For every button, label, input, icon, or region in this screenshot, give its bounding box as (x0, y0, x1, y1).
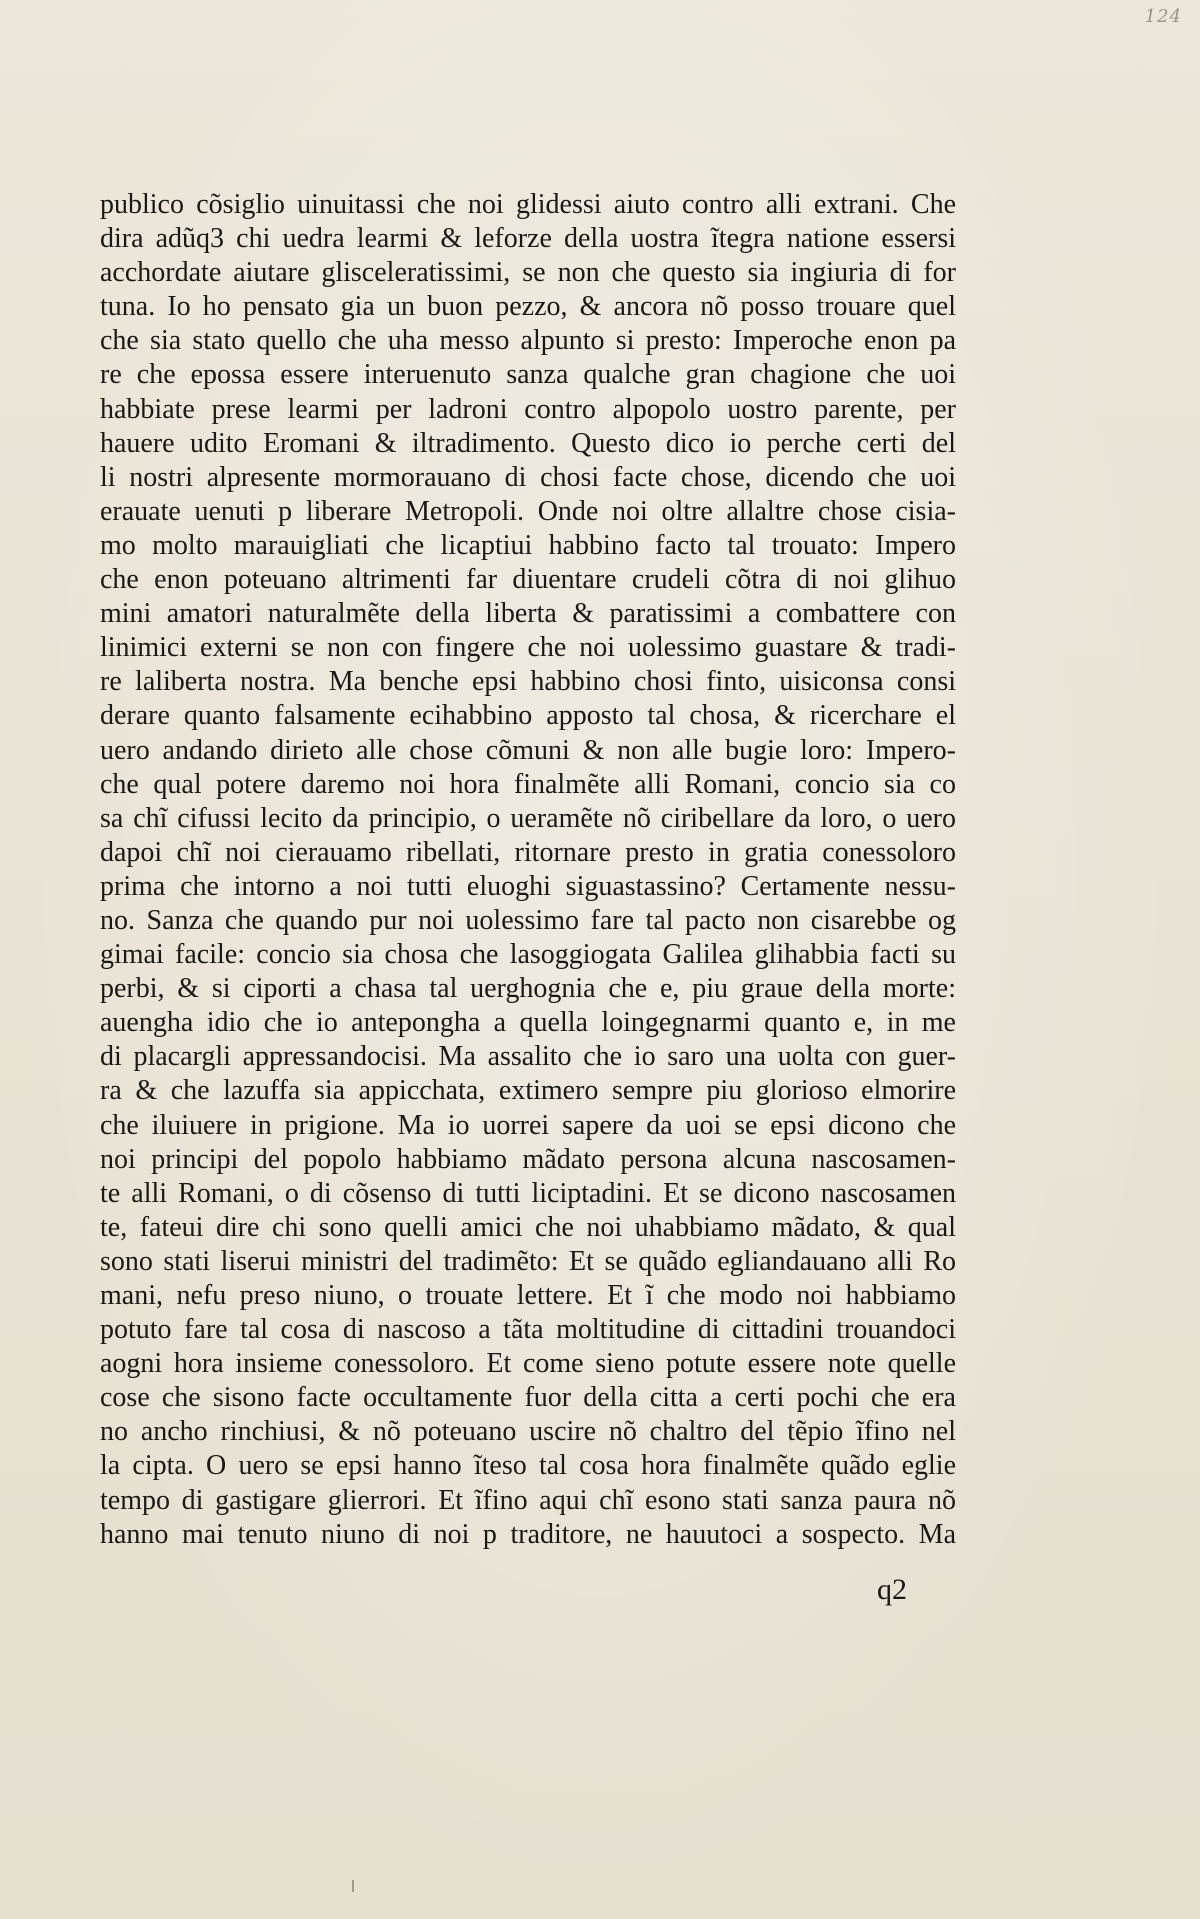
text-line: no ancho rinchiusi, & nõ poteuano uscire nõ chaltro del tẽpio ĩfino nel (100, 1416, 956, 1448)
text-line: tuna. Io ho pensato gia un buon pezzo, & ancora nõ posso trouare quel (100, 291, 956, 323)
text-line: tempo di gastigare glierrori. Et ĩfino aqui chĩ esono stati sanza paura nõ (100, 1484, 956, 1516)
text-line: re che epossa essere interuenuto sanza qualche gran chagione che uoi (100, 359, 956, 391)
text-line: mo molto marauigliati che licaptiui habbino facto tal trouato: Impero (100, 529, 956, 561)
text-line: hanno mai tenuto niuno di noi p traditore, ne hauutoci a sospecto. Ma (100, 1518, 956, 1550)
text-line: erauate uenuti p liberare Metropoli. Onde noi oltre allaltre chose cisia- (100, 495, 956, 527)
text-line: la cipta. O uero se epsi hanno ĩteso tal cosa hora finalmẽte quãdo eglie (100, 1450, 956, 1482)
text-line: di placargli appressandocisi. Ma assalito che io saro una uolta con guer- (100, 1041, 956, 1073)
text-line: acchordate aiutare glisceleratissimi, se non che questo sia ingiuria di for (100, 257, 956, 289)
text-line: potuto fare tal cosa di nascoso a tãta moltitudine di cittadini trouandoci (100, 1314, 956, 1346)
text-line: gimai facile: concio sia chosa che lasoggiogata Galilea glihabbia facti su (100, 939, 956, 971)
margin-mark (352, 1880, 354, 1892)
text-line: te alli Romani, o di cõsenso di tutti liciptadini. Et se dicono nascosamen (100, 1177, 956, 1209)
text-line: auengha idio che io antepongha a quella loingegnarmi quanto e, in me (100, 1007, 956, 1039)
text-line: mani, nefu preso niuno, o trouate lettere. Et ĩ che modo noi habbiamo (100, 1280, 956, 1311)
text-line: che sia stato quello che uha messo alpunto si presto: Imperoche enon pa (100, 325, 956, 357)
text-line: sono stati liserui ministri del tradimẽto: Et se quãdo egliandauano alli Ro (100, 1245, 956, 1277)
text-line: uero andando dirieto alle chose cõmuni & non alle bugie loro: Impero- (100, 734, 956, 766)
text-line: habbiate prese learmi per ladroni contro alpopolo uostro parente, per (100, 393, 956, 425)
text-line: dira adũq3 chi uedra learmi & leforze della uostra ĩtegra natione essersi (100, 223, 956, 255)
signature-mark: q2 (877, 1573, 907, 1606)
text-line: re laliberta nostra. Ma benche epsi habbino chosi finto, uisiconsa consi (100, 666, 956, 698)
text-line: mini amatori naturalmẽte della liberta & paratissimi a combattere con (100, 598, 956, 630)
text-line: hauere udito Eromani & iltradimento. Questo dico io perche certi del (100, 427, 956, 459)
text-line: aogni hora insieme conessoloro. Et come sieno potute essere note quelle (100, 1348, 956, 1380)
text-line: publico cõsiglio uinuitassi che noi glidessi aiuto contro alli extrani. Che (100, 189, 956, 220)
text-line: che qual potere daremo noi hora finalmẽte alli Romani, concio sia co (100, 768, 956, 800)
text-line: ra & che lazuffa sia appicchata, extimero sempre piu glorioso elmorire (100, 1075, 956, 1107)
text-line: che iluiuere in prigione. Ma io uorrei sapere da uoi se epsi dicono che (100, 1109, 956, 1141)
text-line: prima che intorno a noi tutti eluoghi siguastassino? Certamente nessu- (100, 870, 956, 902)
text-line: li nostri alpresente mormorauano di chosi facte chose, dicendo che uoi (100, 461, 956, 493)
text-line: cose che sisono facte occultamente fuor della citta a certi pochi che era (100, 1382, 956, 1414)
text-line: che enon poteuano altrimenti far diuentare crudeli cõtra di noi glihuo (100, 564, 956, 596)
text-line: linimici externi se non con fingere che noi uolessimo guastare & tradi- (100, 632, 956, 664)
text-line: dapoi chĩ noi cierauamo ribellati, ritornare presto in gratia conessoloro (100, 836, 956, 868)
text-line: noi principi del popolo habbiamo mãdato persona alcuna nascosamen- (100, 1143, 956, 1175)
text-line: sa chĩ cifussi lecito da principio, o ueramẽte nõ ciribellare da loro, o uero (100, 802, 956, 834)
text-line: te, fateui dire chi sono quelli amici che noi uhabbiamo mãdato, & qual (100, 1211, 956, 1243)
folio-number: 124 (1144, 6, 1182, 27)
text-line: no. Sanza che quando pur noi uolessimo fare tal pacto non cisarebbe og (100, 904, 956, 936)
text-block (100, 188, 956, 1552)
text-line: perbi, & si ciporti a chasa tal uerghognia che e, piu graue della morte: (100, 973, 956, 1005)
text-line: derare quanto falsamente ecihabbino apposto tal chosa, & ricerchare el (100, 700, 956, 732)
